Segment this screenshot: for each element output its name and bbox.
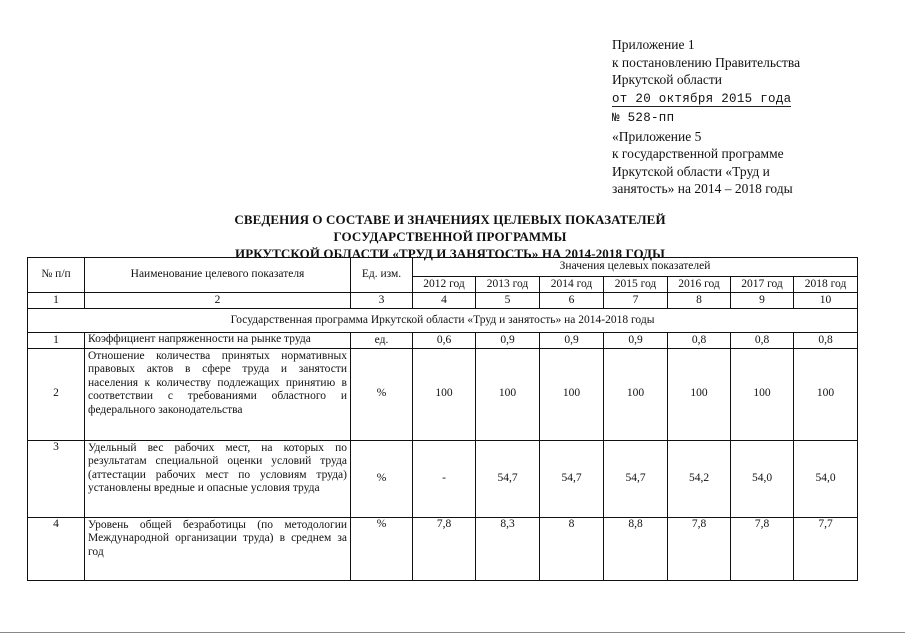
year-cell: 2013 год [476, 277, 540, 293]
header-line: занятость» на 2014 – 2018 годы [612, 181, 793, 196]
value-cell: - [413, 440, 476, 517]
value-cell: 100 [731, 348, 794, 440]
year-cell: 2017 год [731, 277, 794, 293]
col-number: 10 [794, 293, 858, 309]
table-row [28, 440, 858, 517]
value-cell: 100 [794, 348, 858, 440]
year-cell: 2012 год [413, 277, 476, 293]
header-date: от 20 октября 2015 года [612, 91, 792, 106]
value-cell: 100 [540, 348, 604, 440]
header-row [28, 258, 858, 277]
col-number: 8 [668, 293, 731, 309]
header-line: к постановлению Правительства [612, 54, 801, 70]
table-row [28, 333, 858, 349]
indicators-table [27, 257, 858, 581]
value-cell: 8,8 [604, 517, 668, 580]
header-line: Иркутской области «Труд и [612, 163, 770, 179]
header-date-line [612, 89, 902, 109]
section-row [28, 309, 858, 333]
row-unit: % [351, 348, 413, 440]
col-number: 9 [731, 293, 794, 309]
year-cell: 2018 год [794, 277, 858, 293]
row-unit: ед. [351, 333, 413, 349]
value-cell: 54,0 [794, 440, 858, 517]
header-number: № 528-пп [612, 111, 675, 125]
value-cell: 0,8 [668, 333, 731, 349]
value-cell: 7,8 [731, 517, 794, 580]
col-number: 6 [540, 293, 604, 309]
section-title: Государственная программа Иркутской области «Труд и занятость» на 2014-2018 годы [28, 309, 858, 333]
indicator-name: Удельный вес рабочих мест, на которых по результатам специальной оценки условий труда (аттестации рабочих мест по условиям труда) установлены вредные и опасные условия труда [85, 440, 351, 517]
title-line-2: ИРКУТСКОЙ ОБЛАСТИ «ТРУД И ЗАНЯТОСТЬ» НА 2014-2018 ГОДЫ [235, 246, 665, 261]
col-number: 4 [413, 293, 476, 309]
row-no: 3 [28, 440, 85, 517]
header-line: к государственной программе [612, 146, 784, 161]
value-cell: 100 [476, 348, 540, 440]
table-row [28, 348, 858, 440]
header-number-line [612, 108, 902, 128]
header-line: Приложение 1 [612, 37, 695, 52]
value-cell: 7,8 [413, 517, 476, 580]
value-cell: 100 [413, 348, 476, 440]
row-unit: % [351, 517, 413, 580]
value-cell: 8 [540, 517, 604, 580]
value-cell: 8,3 [476, 517, 540, 580]
row-no: 1 [28, 333, 85, 349]
appendix-header [612, 36, 902, 198]
value-cell: 54,2 [668, 440, 731, 517]
row-unit: % [351, 440, 413, 517]
value-cell: 7,7 [794, 517, 858, 580]
value-cell: 0,8 [731, 333, 794, 349]
value-cell: 0,8 [794, 333, 858, 349]
year-cell: 2016 год [668, 277, 731, 293]
col-number: 5 [476, 293, 540, 309]
title-line-1: СВЕДЕНИЯ О СОСТАВЕ И ЗНАЧЕНИЯХ ЦЕЛЕВЫХ ПОКАЗАТЕЛЕЙ ГОСУДАРСТВЕННОЙ ПРОГРАММЫ [234, 212, 666, 244]
col-header-name: Наименование целевого показателя [85, 258, 351, 293]
document-title [200, 211, 700, 262]
col-header-no: № п/п [28, 258, 85, 293]
col-header-unit: Ед. изм. [351, 258, 413, 293]
row-no: 4 [28, 517, 85, 580]
value-cell: 54,7 [604, 440, 668, 517]
value-cell: 0,6 [413, 333, 476, 349]
value-cell: 100 [668, 348, 731, 440]
indicator-name: Уровень общей безработицы (по методологии Международной организации труда) в среднем за год [85, 517, 351, 580]
year-cell: 2015 год [604, 277, 668, 293]
column-numbers-row [28, 293, 858, 309]
header-line: Иркутской области [612, 72, 723, 87]
value-cell: 0,9 [476, 333, 540, 349]
col-number: 1 [28, 293, 85, 309]
value-cell: 100 [604, 348, 668, 440]
row-no: 2 [28, 348, 85, 440]
col-header-values: Значения целевых показателей [413, 258, 858, 277]
header-line: «Приложение 5 [612, 128, 702, 144]
col-number: 2 [85, 293, 351, 309]
value-cell: 54,7 [476, 440, 540, 517]
col-number: 3 [351, 293, 413, 309]
value-cell: 54,0 [731, 440, 794, 517]
value-cell: 0,9 [604, 333, 668, 349]
value-cell: 7,8 [668, 517, 731, 580]
value-cell: 0,9 [540, 333, 604, 349]
value-cell: 54,7 [540, 440, 604, 517]
indicator-name: Отношение количества принятых нормативных правовых актов в сфере труда и занятости населения к количеству подлежащих принятию в соответствии с требованиями областного и федерального законодательства [85, 348, 351, 440]
table-row [28, 517, 858, 580]
col-number: 7 [604, 293, 668, 309]
indicator-name: Коэффициент напряженности на рынке труда [85, 333, 351, 349]
scan-edge-line [0, 632, 905, 633]
year-cell: 2014 год [540, 277, 604, 293]
